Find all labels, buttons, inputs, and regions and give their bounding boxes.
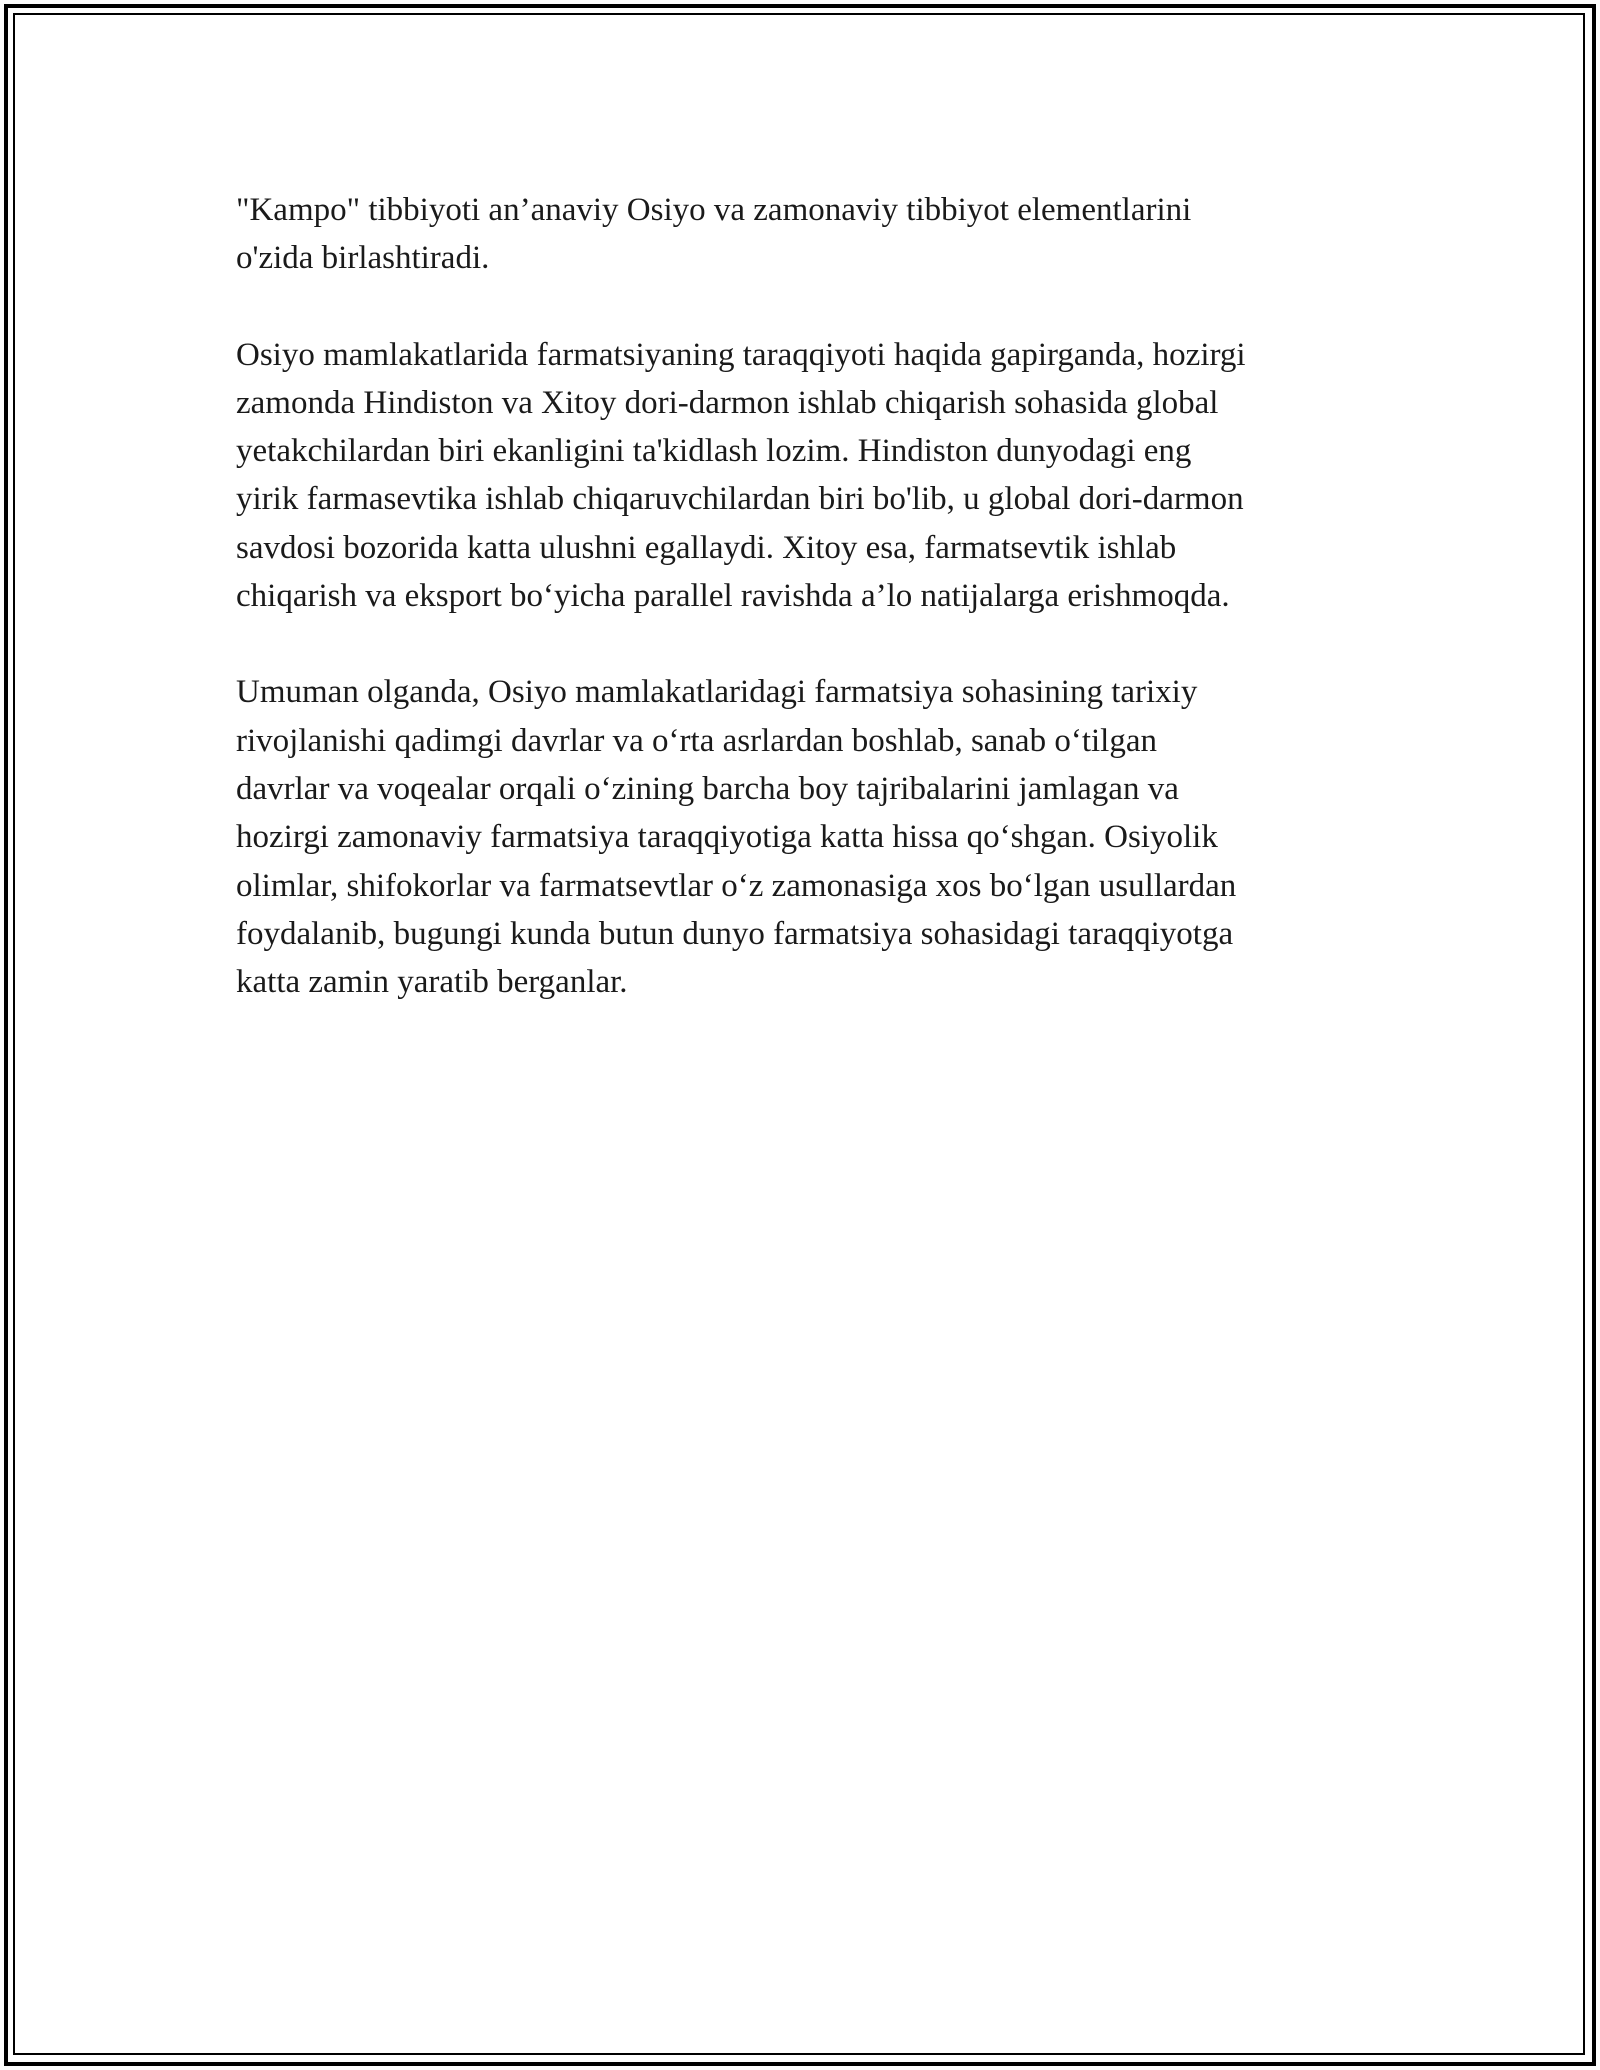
paragraph-india-china: Osiyo mamlakatlarida farmatsiyaning taraqqiyoti haqida gapirganda, hozirgi zamonda Hindiston va Xitoy dori-darmon ishlab chiqarish sohasida global yetakchilardan biri ekanligini ta'kidlash lozim. Hindiston dunyodagi eng yirik farmasevtika ishlab chiqaruvchilardan biri bo'lib, u global dori-darmon savdosi bozorida katta ulushni egallaydi. Xitoy esa, farmatsevtik ishlab chiqarish va eksport bo‘yicha parallel ravishda a’lo natijalarga erishmoqda. [236, 336, 1246, 615]
page-body [236, 186, 1376, 1054]
paragraph-summary: Umuman olganda, Osiyo mamlakatlaridagi farmatsiya sohasining tarixiy rivojlanishi qadimgi davrlar va o‘rta asrlardan boshlab, sanab o‘tilgan davrlar va voqealar orqali o‘zining barcha boy tajribalarini jamlagan va hozirgi zamonaviy farmatsiya taraqqiyotiga katta hissa qo‘shgan. Osiyolik olimlar, shifokorlar va farmatsevtlar o‘z zamonasiga xos bo‘lgan usullardan foydalanib, bugungi kunda butun dunyo farmatsiya sohasidagi taraqqiyotga katta zamin yaratib berganlar. [236, 674, 1237, 1001]
paragraph-kampo: "Kampo" tibbiyoti an’anaviy Osiyo va zamonaviy tibbiyot elementlarini o'zida birlashtiradi. [236, 192, 1192, 277]
